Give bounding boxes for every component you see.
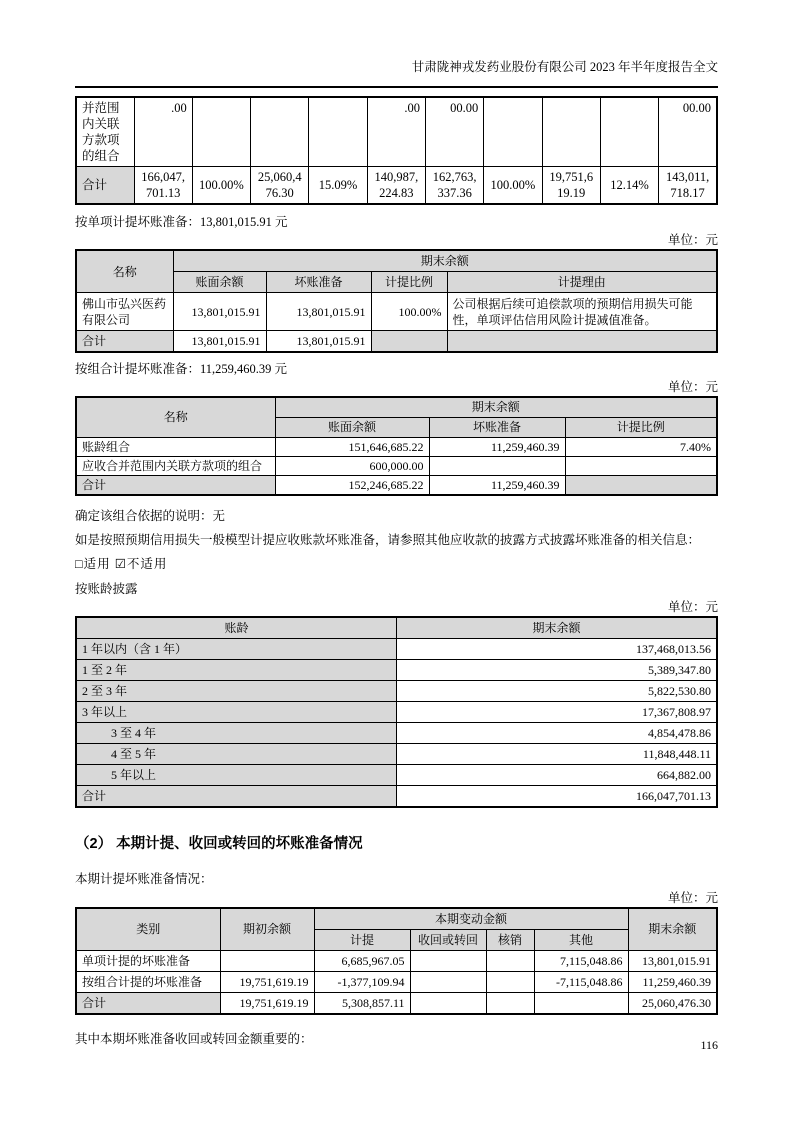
amount-cell: 11,848,448.11 [397,743,718,764]
amount-cell: .00 [134,97,192,167]
option-applicable-label: 适用 [83,556,111,571]
table-row [76,437,717,456]
aging-sublabel-cell: 5 年以上 [76,764,397,785]
col-header-aging: 账龄 [76,617,397,639]
header-row [76,617,717,639]
reason-cell: 公司根据后续可追偿款项的预期信用损失可能性，单项评估信用风险计提减值准备。 [447,293,717,331]
col-header-reason: 计提理由 [447,272,717,293]
col-header-name: 名称 [76,397,275,437]
aging-label-cell: 1 至 2 年 [76,659,397,680]
document-header [75,0,718,88]
aging-sublabel-cell: 4 至 5 年 [76,743,397,764]
header-row [76,272,717,293]
amount-cell: 152,246,685.22 [275,475,429,495]
category-cell: 按组合计提的坏账准备 [76,971,220,992]
amount-cell: 17,367,808.97 [397,701,718,722]
col-header-other: 其他 [534,929,628,950]
percent-cell: 100.00% [192,167,250,205]
note-recover-important: 其中本期坏账准备收回或转回金额重要的： [75,1031,313,1046]
aging-label-cell: 2 至 3 年 [76,680,397,701]
amount-cell: 6,685,967.05 [314,950,410,971]
total-row [76,475,717,495]
col-header-change: 本期变动金额 [314,908,628,930]
total-label-cell: 合计 [76,475,275,495]
option-not-applicable-label: 不适用 [126,556,168,571]
table-row [76,456,717,475]
header-row [76,908,717,930]
note-aging-disclosure: 按账龄披露 [75,581,138,596]
amount-cell [192,97,250,167]
amount-cell [484,97,542,167]
table-row [76,971,717,992]
total-label-cell: 合计 [76,785,397,807]
amount-cell: 4,854,478.86 [397,722,718,743]
amount-cell [600,97,658,167]
amount-cell [410,971,486,992]
note-current-provision: 本期计提坏账准备情况： [75,871,213,886]
amount-cell [410,950,486,971]
total-row [76,167,717,205]
amount-cell: 5,822,530.80 [397,680,718,701]
document-title: 甘肃陇神戎发药业股份有限公司 2023 年半年度报告全文 [411,60,718,74]
amount-cell: 162,763,337.36 [425,167,483,205]
col-header-book-balance: 账面余额 [173,272,266,293]
col-header-name: 名称 [76,250,173,293]
amount-cell [542,97,600,167]
table-row [76,950,717,971]
amount-cell: 19,751,619.19 [220,992,314,1014]
unit-label: 单位：元 [667,380,718,394]
col-header-closing: 期末余额 [628,908,717,951]
col-header-ratio: 计提比例 [565,417,717,437]
unit-label: 单位：元 [667,599,718,614]
table-row [76,743,717,764]
table-row [76,638,717,659]
group-provision-table [75,396,718,496]
amount-cell: -1,377,109.94 [314,971,410,992]
percent-cell [565,456,717,475]
note-single-provision: 按单项计提坏账准备：13,801,015.91 元 [75,215,288,229]
amount-cell: 25,060,476.30 [251,167,309,205]
note-group-provision: 按组合计提坏账准备：11,259,460.39 元 [75,362,288,376]
total-row [76,992,717,1014]
total-label-cell: 合计 [76,331,173,353]
col-header-bad-debt: 坏账准备 [429,417,565,437]
col-header-recover: 收回或转回 [410,929,486,950]
amount-cell [309,97,367,167]
table-row [76,659,717,680]
page-content [75,96,718,1048]
col-header-writeoff: 核销 [486,929,534,950]
amount-cell: .00 [367,97,425,167]
amount-cell: 13,801,015.91 [266,293,371,331]
col-header-bad-debt: 坏账准备 [266,272,371,293]
amount-cell [534,992,628,1014]
total-row [76,785,717,807]
amount-cell: 13,801,015.91 [173,331,266,353]
col-header-ratio: 计提比例 [371,272,447,293]
note-portfolio-basis: 确定该组合依据的说明：无 [75,508,226,523]
table-row [76,722,717,743]
amount-cell [251,97,309,167]
movement-table [75,907,718,1015]
amount-cell: 166,047,701.13 [397,785,718,807]
header-row [76,250,717,272]
page-number: 116 [700,1038,718,1052]
amount-cell: 25,060,476.30 [628,992,717,1014]
amount-cell: 13,801,015.91 [628,950,717,971]
amount-cell: 166,047,701.13 [134,167,192,205]
amount-cell: 600,000.00 [275,456,429,475]
total-label-cell: 合计 [76,167,134,205]
amount-cell: 5,389,347.80 [397,659,718,680]
amount-cell: 7,115,048.86 [534,950,628,971]
section-heading: （2） 本期计提、收回或转回的坏账准备情况 [75,835,363,852]
amount-cell: 151,646,685.22 [275,437,429,456]
row-label-cell: 并范围内关联方款项的组合 [76,97,134,167]
checkbox-checked-icon: ☑ [114,556,127,571]
percent-cell: 100.00% [484,167,542,205]
empty-cell [447,331,717,353]
unit-label: 单位：元 [667,233,718,247]
col-header-period-end: 期末余额 [275,397,717,417]
col-header-category: 类别 [76,908,220,951]
header-row [76,397,717,417]
amount-cell: 13,801,015.91 [173,293,266,331]
amount-cell: 11,259,460.39 [429,475,565,495]
total-row [76,331,717,353]
amount-cell [410,992,486,1014]
amount-cell: 140,987,224.83 [367,167,425,205]
portfolio-name-cell: 账龄组合 [76,437,275,456]
amount-cell: 11,259,460.39 [628,971,717,992]
checkbox-unchecked-icon: □ [75,556,84,571]
aging-sublabel-cell: 3 至 4 年 [76,722,397,743]
individual-provision-table [75,249,718,353]
percent-cell: 12.14% [600,167,658,205]
applicability-line [75,556,718,573]
col-header-accrual: 计提 [314,929,410,950]
amount-cell: 11,259,460.39 [429,437,565,456]
table-row [76,764,717,785]
table-row [76,680,717,701]
portfolio-name-cell: 应收合并范围内关联方款项的组合 [76,456,275,475]
table-row [76,97,717,167]
entity-name-cell: 佛山市弘兴医药有限公司 [76,293,173,331]
col-header-period-end: 期末余额 [173,250,717,272]
amount-cell: 5,308,857.11 [314,992,410,1014]
amount-cell: 13,801,015.91 [266,331,371,353]
col-header-opening: 期初余额 [220,908,314,951]
table-row [76,701,717,722]
aging-table [75,616,718,808]
amount-cell: 664,882.00 [397,764,718,785]
amount-cell: 137,468,013.56 [397,638,718,659]
amount-cell [486,992,534,1014]
amount-cell: 19,751,619.19 [220,971,314,992]
percent-cell: 100.00% [371,293,447,331]
amount-cell [220,950,314,971]
empty-cell [565,475,717,495]
unit-label: 单位：元 [667,890,718,905]
aging-label-cell: 3 年以上 [76,701,397,722]
amount-cell [486,950,534,971]
table-row [76,293,717,331]
amount-cell: 19,751,619.19 [542,167,600,205]
amount-cell: 00.00 [425,97,483,167]
amount-cell: -7,115,048.86 [534,971,628,992]
amount-cell [429,456,565,475]
amount-cell: 00.00 [659,97,717,167]
empty-cell [371,331,447,353]
category-cell: 单项计提的坏账准备 [76,950,220,971]
col-header-period-end: 期末余额 [397,617,718,639]
percent-cell: 7.40% [565,437,717,456]
total-label-cell: 合计 [76,992,220,1014]
aging-label-cell: 1 年以内（含 1 年） [76,638,397,659]
col-header-book-balance: 账面余额 [275,417,429,437]
percent-cell: 15.09% [309,167,367,205]
note-ecl-model: 如是按照预期信用损失一般模型计提应收账款坏账准备，请参照其他应收款的披露方式披露坏账准备的相关信息： [75,532,701,547]
amount-cell: 143,011,718.17 [659,167,717,205]
overflow-table [75,96,718,205]
amount-cell [486,971,534,992]
